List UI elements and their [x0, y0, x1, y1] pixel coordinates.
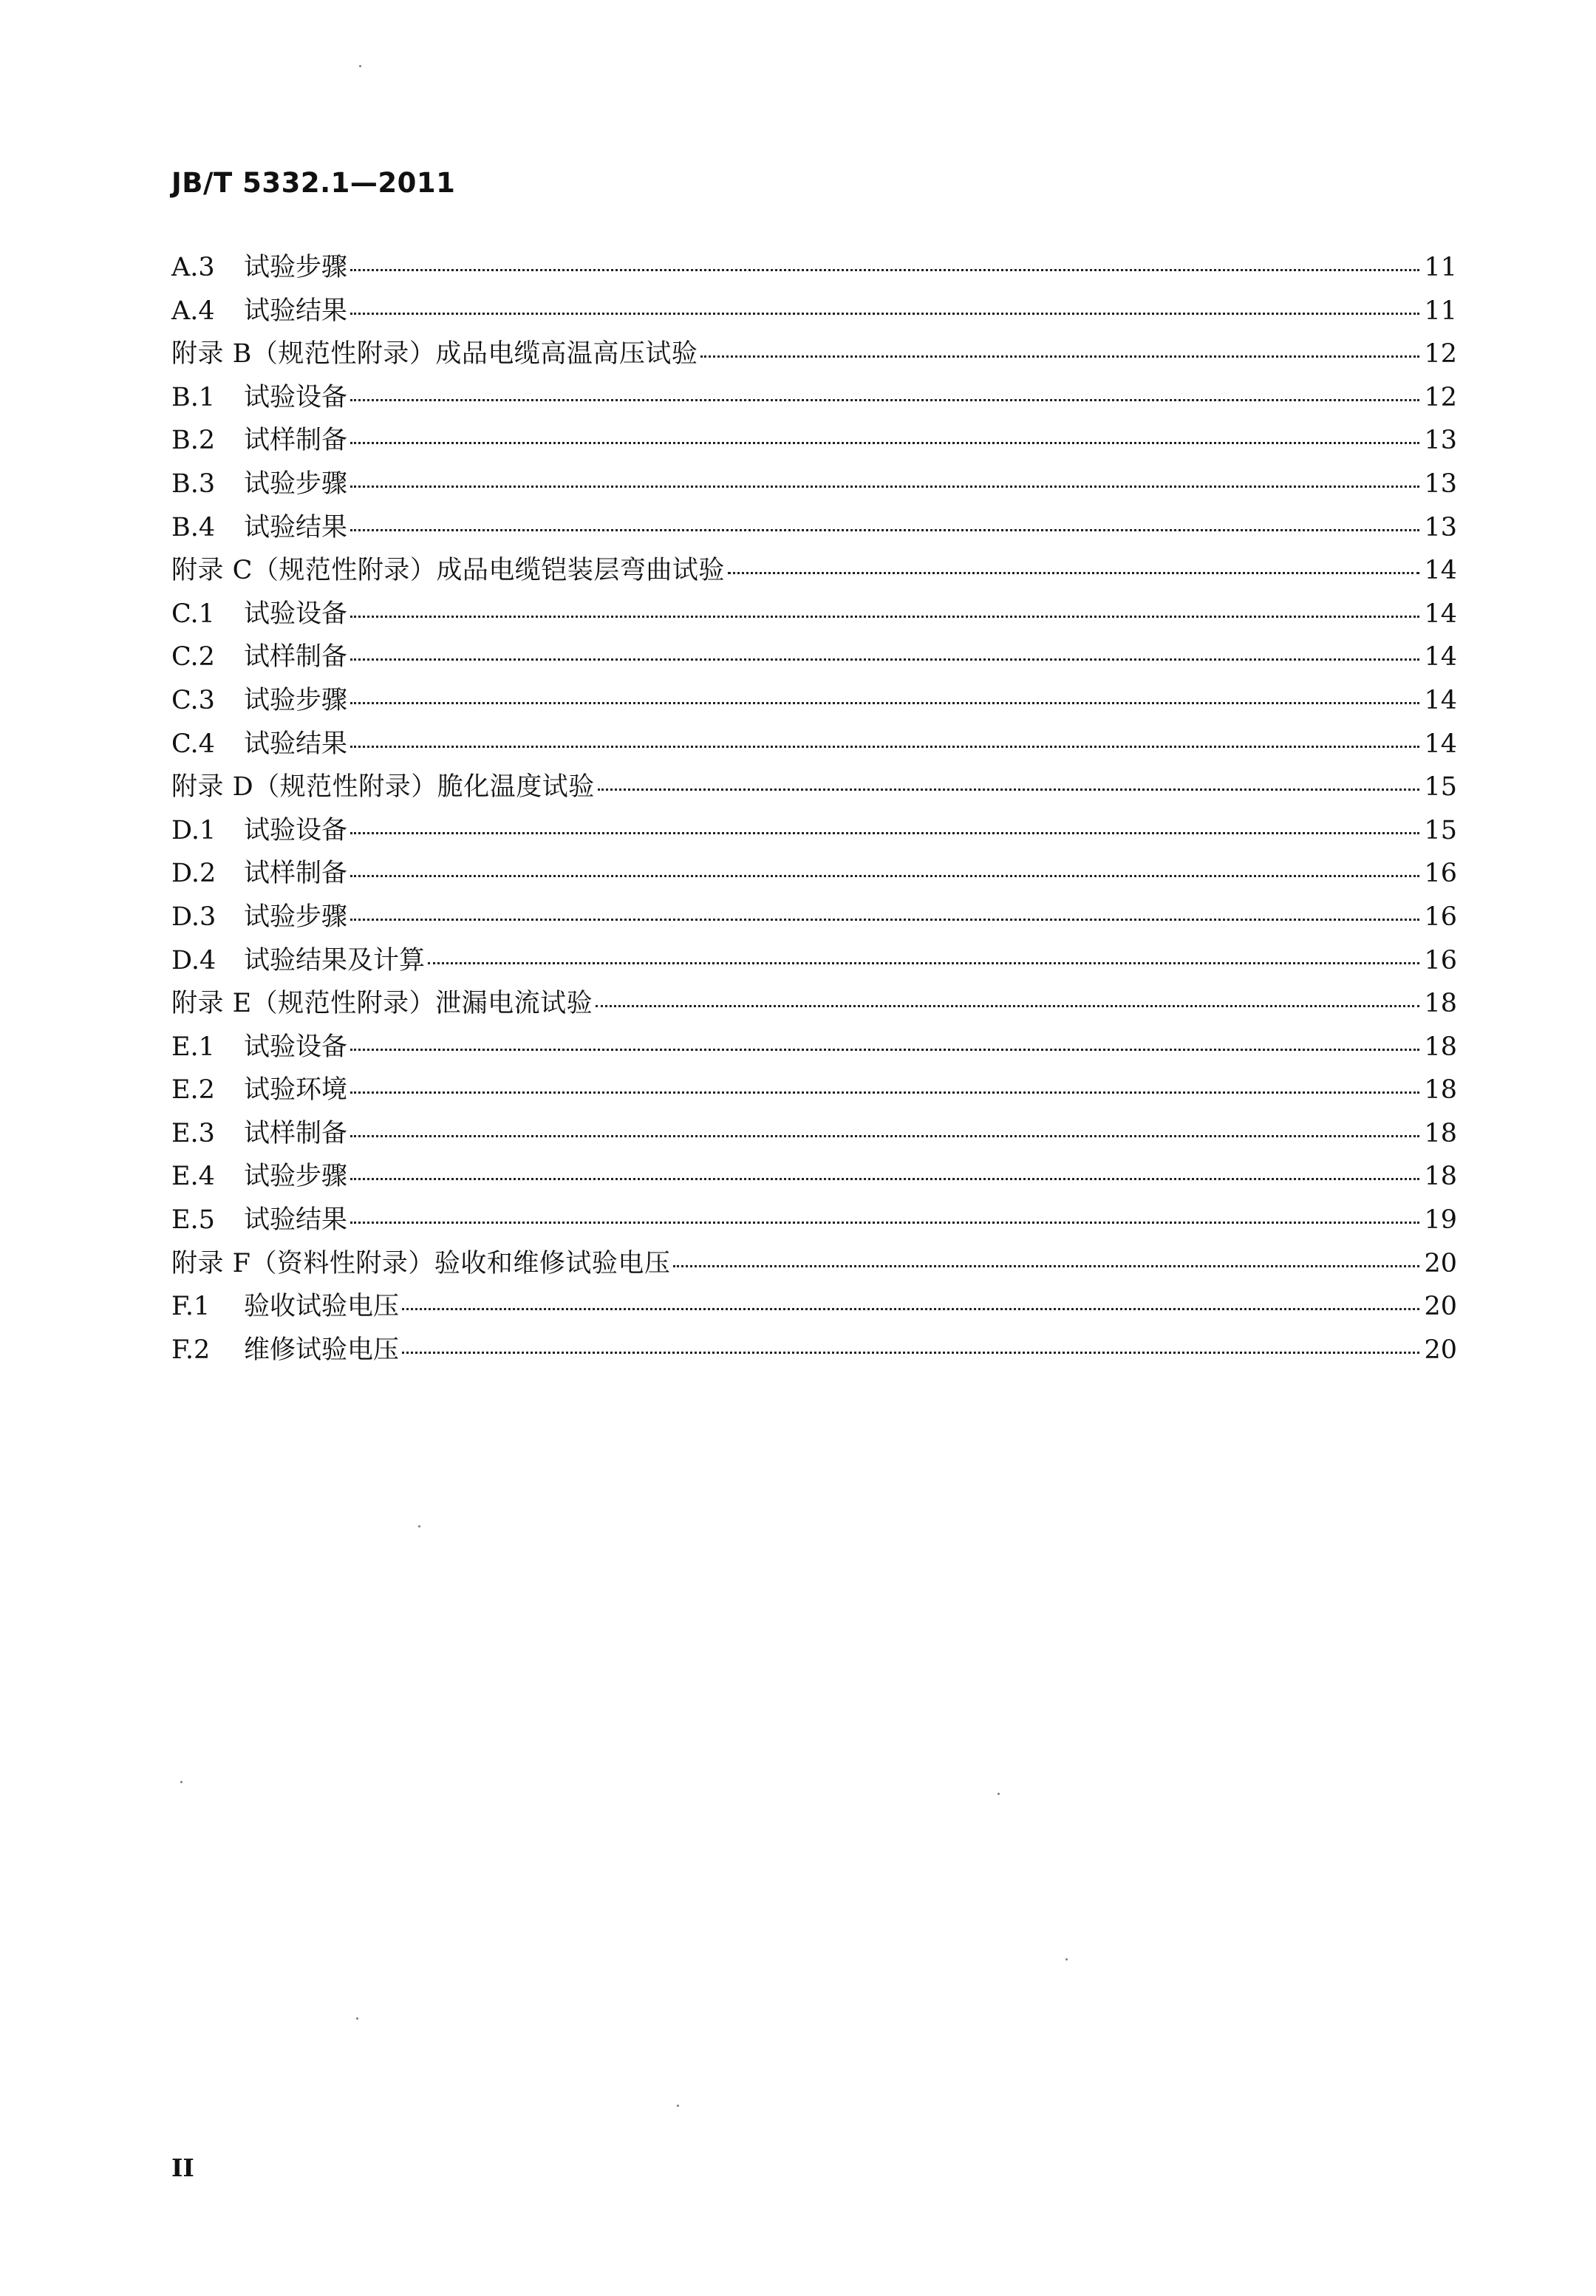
toc-entry-page: 12 — [1424, 382, 1457, 412]
dot-leader — [350, 1091, 1419, 1094]
toc-entry-number: F.1 — [171, 1292, 211, 1322]
toc-entry-page: 14 — [1424, 729, 1457, 759]
toc-entry-title: 试样制备 — [244, 426, 348, 456]
toc-entry-number: D.1 — [171, 815, 216, 845]
scan-speck — [418, 1525, 420, 1527]
toc-entry-c3[interactable] — [171, 680, 1457, 723]
toc-entry-page: 13 — [1424, 469, 1457, 499]
toc-entry-b1[interactable] — [171, 377, 1457, 420]
dot-leader — [673, 1265, 1419, 1267]
toc-entry-title: 试验设备 — [244, 599, 348, 629]
toc-entry-e2[interactable] — [171, 1069, 1457, 1113]
toc-entry-title: 试样制备 — [244, 642, 348, 672]
dot-leader — [350, 658, 1419, 661]
toc-entry-number: A.4 — [171, 296, 215, 326]
toc-entry-page: 14 — [1424, 556, 1457, 586]
toc-entry-number: C.3 — [171, 685, 215, 715]
dot-leader — [402, 1352, 1419, 1354]
dot-leader — [350, 746, 1419, 748]
toc-entry-title: 试验设备 — [244, 815, 348, 845]
toc-entry-appendix-e[interactable] — [171, 983, 1457, 1026]
toc-entry-number: C.1 — [171, 599, 215, 629]
dot-leader — [350, 919, 1419, 921]
scan-speck — [356, 2017, 358, 2020]
toc-entry-c2[interactable] — [171, 636, 1457, 680]
toc-appendix-title: 附录 B（规范性附录）成品电缆高温高压试验 — [171, 339, 698, 369]
dot-leader — [350, 269, 1419, 271]
toc-entry-title: 试验结果及计算 — [244, 945, 426, 975]
toc-entry-page: 11 — [1424, 253, 1457, 282]
toc-entry-page: 13 — [1424, 426, 1457, 456]
toc-entry-page: 13 — [1424, 512, 1457, 542]
dot-leader — [350, 1178, 1419, 1180]
toc-entry-page: 11 — [1424, 296, 1457, 326]
scan-speck — [180, 1781, 183, 1783]
toc-entry-d4[interactable] — [171, 940, 1457, 984]
toc-entry-title: 试验步骤 — [244, 253, 348, 282]
table-of-contents — [171, 247, 1457, 1372]
toc-entry-d3[interactable] — [171, 896, 1457, 940]
toc-entry-d1[interactable] — [171, 810, 1457, 854]
dot-leader — [350, 702, 1419, 704]
toc-entry-appendix-f[interactable] — [171, 1243, 1457, 1287]
toc-entry-appendix-c[interactable] — [171, 550, 1457, 593]
toc-entry-page: 16 — [1424, 902, 1457, 932]
toc-appendix-title: 附录 F（资料性附录）验收和维修试验电压 — [171, 1248, 671, 1278]
dot-leader — [350, 875, 1419, 877]
toc-entry-page: 14 — [1424, 599, 1457, 629]
toc-entry-appendix-d[interactable] — [171, 766, 1457, 810]
dot-leader — [350, 529, 1419, 531]
toc-entry-number: D.4 — [171, 945, 216, 975]
toc-entry-title: 试验环境 — [244, 1075, 348, 1106]
toc-entry-title: 试验步骤 — [244, 469, 348, 499]
dot-leader — [350, 399, 1419, 401]
toc-entry-e5[interactable] — [171, 1199, 1457, 1243]
toc-entry-title: 试验设备 — [244, 382, 348, 412]
toc-entry-title: 试验步骤 — [244, 902, 348, 932]
dot-leader — [350, 486, 1419, 488]
dot-leader — [700, 355, 1419, 358]
dot-leader — [350, 442, 1419, 444]
toc-entry-page: 14 — [1424, 685, 1457, 715]
toc-entry-b2[interactable] — [171, 420, 1457, 463]
toc-entry-b3[interactable] — [171, 463, 1457, 507]
toc-entry-page: 18 — [1424, 1118, 1457, 1148]
toc-entry-title: 验收试验电压 — [244, 1292, 400, 1322]
dot-leader — [596, 1005, 1419, 1007]
toc-entry-number: B.3 — [171, 469, 216, 499]
dot-leader — [428, 962, 1419, 964]
page-number: II — [171, 2153, 194, 2182]
toc-entry-b4[interactable] — [171, 507, 1457, 551]
toc-entry-page: 18 — [1424, 1032, 1457, 1062]
toc-entry-page: 16 — [1424, 859, 1457, 889]
toc-entry-title: 试验结果 — [244, 512, 348, 542]
toc-entry-f1[interactable] — [171, 1286, 1457, 1329]
dot-leader — [350, 1135, 1419, 1137]
toc-entry-title: 试验结果 — [244, 296, 348, 326]
toc-entry-title: 试验步骤 — [244, 1162, 348, 1192]
toc-appendix-title: 附录 D（规范性附录）脆化温度试验 — [171, 772, 595, 803]
toc-entry-page: 16 — [1424, 945, 1457, 975]
dot-leader — [728, 572, 1420, 574]
toc-entry-e1[interactable] — [171, 1026, 1457, 1070]
toc-entry-appendix-b[interactable] — [171, 333, 1457, 377]
toc-appendix-title: 附录 E（规范性附录）泄漏电流试验 — [171, 989, 593, 1019]
scan-speck — [677, 2105, 679, 2107]
toc-entry-page: 12 — [1424, 339, 1457, 369]
toc-entry-number: B.1 — [171, 382, 216, 412]
toc-entry-page: 15 — [1424, 772, 1457, 803]
toc-entry-title: 试验步骤 — [244, 685, 348, 715]
toc-appendix-title: 附录 C（规范性附录）成品电缆铠装层弯曲试验 — [171, 556, 725, 586]
toc-entry-page: 18 — [1424, 1162, 1457, 1192]
toc-entry-number: E.3 — [171, 1118, 215, 1148]
toc-entry-page: 14 — [1424, 642, 1457, 672]
toc-entry-title: 维修试验电压 — [244, 1335, 400, 1365]
toc-entry-title: 试验设备 — [244, 1032, 348, 1062]
dot-leader — [350, 1222, 1419, 1224]
dot-leader — [598, 788, 1420, 791]
toc-entry-f2[interactable] — [171, 1329, 1457, 1373]
toc-entry-number: E.2 — [171, 1075, 215, 1106]
toc-entry-number: D.3 — [171, 902, 216, 932]
dot-leader — [350, 313, 1419, 315]
toc-entry-e4[interactable] — [171, 1156, 1457, 1199]
toc-entry-number: C.2 — [171, 642, 215, 672]
toc-entry-c4[interactable] — [171, 723, 1457, 767]
toc-entry-page: 18 — [1424, 1075, 1457, 1106]
scan-speck — [359, 65, 361, 67]
toc-entry-page: 20 — [1424, 1248, 1457, 1278]
dot-leader — [402, 1308, 1419, 1310]
toc-entry-e3[interactable] — [171, 1113, 1457, 1156]
toc-entry-a3[interactable] — [171, 247, 1457, 290]
toc-entry-number: E.1 — [171, 1032, 215, 1062]
scan-speck — [998, 1793, 1000, 1795]
dot-leader — [350, 616, 1419, 618]
toc-entry-number: F.2 — [171, 1335, 211, 1365]
toc-entry-page: 20 — [1424, 1335, 1457, 1365]
dot-leader — [350, 1049, 1419, 1051]
toc-entry-d2[interactable] — [171, 853, 1457, 896]
dot-leader — [350, 832, 1419, 834]
toc-entry-c1[interactable] — [171, 593, 1457, 637]
toc-entry-page: 19 — [1424, 1205, 1457, 1236]
toc-entry-number: E.4 — [171, 1162, 215, 1192]
toc-entry-number: A.3 — [171, 253, 215, 282]
toc-entry-title: 试样制备 — [244, 1118, 348, 1148]
toc-entry-title: 试验结果 — [244, 1205, 348, 1236]
toc-entry-page: 18 — [1424, 989, 1457, 1019]
toc-entry-number: B.2 — [171, 426, 216, 456]
page-header-standard-number: JB/T 5332.1—2011 — [171, 167, 456, 199]
toc-entry-number: B.4 — [171, 512, 216, 542]
toc-entry-number: C.4 — [171, 729, 215, 759]
toc-entry-a4[interactable] — [171, 290, 1457, 334]
toc-entry-number: D.2 — [171, 859, 216, 889]
toc-entry-page: 15 — [1424, 815, 1457, 845]
toc-entry-title: 试验结果 — [244, 729, 348, 759]
toc-entry-number: E.5 — [171, 1205, 215, 1236]
scan-speck — [1065, 1958, 1068, 1961]
toc-entry-title: 试样制备 — [244, 859, 348, 889]
toc-entry-page: 20 — [1424, 1292, 1457, 1322]
